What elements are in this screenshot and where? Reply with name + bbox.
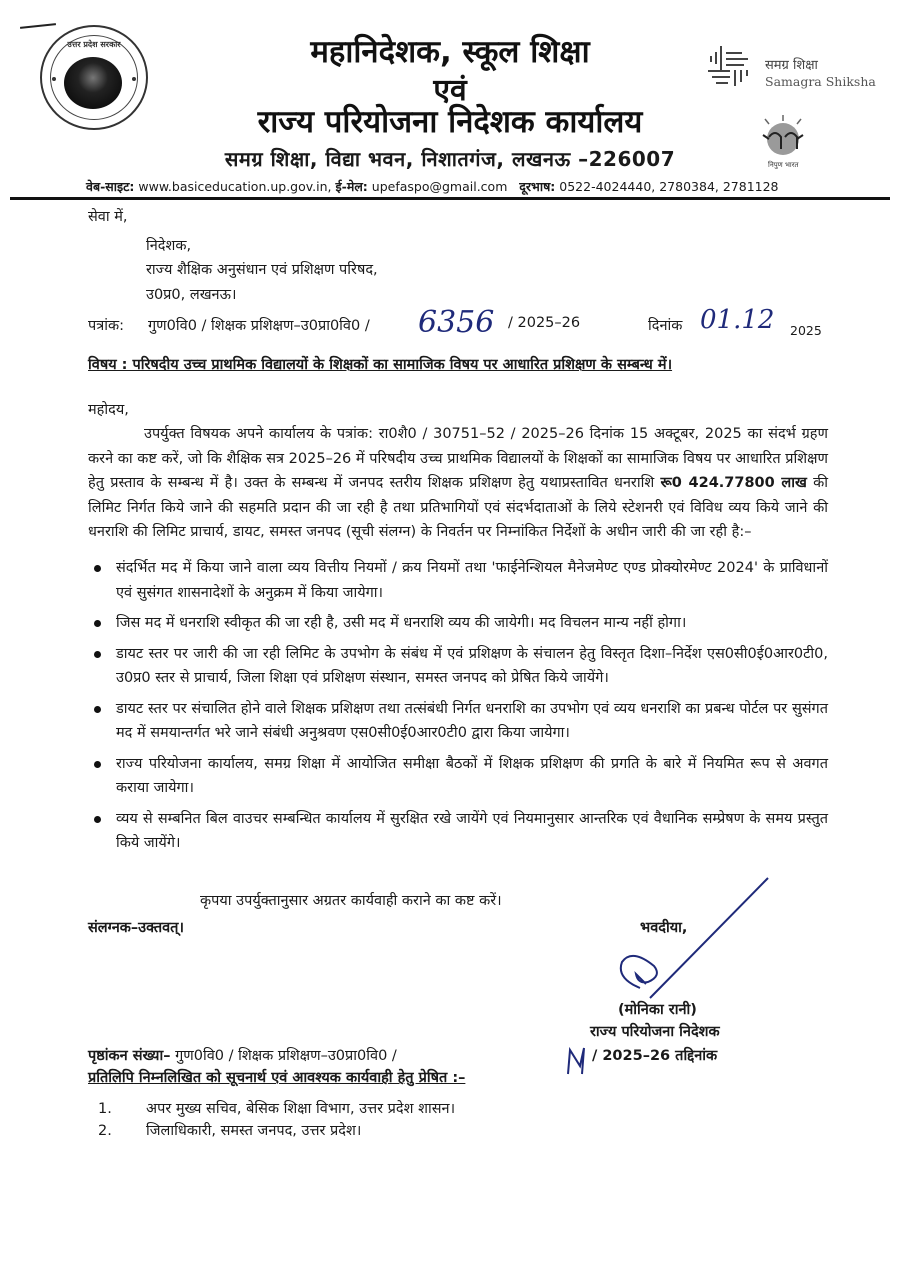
- endorsement-year-date: / 2025–26 तद्दिनांक: [592, 1048, 718, 1064]
- email-label: ई-मेल:: [335, 179, 368, 194]
- recipient-item: 1. अपर मुख्य सचिव, बेसिक शिक्षा विभाग, उत्तर प्रदेश शासन।: [98, 1101, 456, 1117]
- website-link[interactable]: www.basiceducation.up.gov.in,: [138, 179, 332, 194]
- date-handwritten: 01.12: [700, 305, 775, 335]
- phone-numbers: 0522-4024440, 2780384, 2781128: [559, 179, 779, 194]
- bullet-icon: [94, 620, 101, 627]
- bullet-icon: [94, 651, 101, 658]
- recipient-item: 2. जिलाधिकारी, समस्त जनपद, उत्तर प्रदेश।: [98, 1123, 362, 1139]
- office-title-line-1: महानिदेशक, स्कूल शिक्षा: [310, 34, 590, 70]
- reference-label: पत्रांक:: [88, 318, 125, 334]
- endorsement-line: [88, 1044, 397, 1069]
- para-before-amount: उपर्युक्त विषयक अपने कार्यालय के पत्रांक: रा0शै0 / 30751–52 / 2025–26 दिनांक 15 अक्टूबर, 2025 का संदर्भ ग्रहण करने का कष्ट करें, जो कि शैक्षिक सत्र 2025–26 में परिषदीय उच्च प्राथमिक विद्यालयों के शिक्षकों का सामाजिक विषय पर आधारित प्रशिक्षण हेतु प्रस्ताव के सम्बन्ध में है। उक्त के सम्बन्ध में जनपद स्तरीय शिक्षक प्रशिक्षण हेतु यथाप्रस्तावित धनराशि: [88, 426, 828, 491]
- website-label: वेब-साइट:: [86, 179, 135, 194]
- addressee-line-1: निदेशक,: [146, 237, 192, 254]
- copy-to-heading: प्रतिलिपि निम्नलिखित को सूचनार्थ एवं आवश्यक कार्यवाही हेतु प्रेषित :–: [88, 1070, 466, 1086]
- endorsement-label: पृष्ठांकन संख्या–: [88, 1048, 171, 1064]
- copy-recipients-list: [98, 1098, 455, 1142]
- contact-line: [86, 178, 779, 195]
- addressee-block: [88, 205, 378, 307]
- email-link[interactable]: upefaspo@gmail.com: [371, 179, 508, 194]
- signatory-name: (मोनिका रानी): [618, 1002, 697, 1018]
- greeting: महोदय,: [88, 402, 129, 418]
- instruction-item: डायट स्तर पर संचालित होने वाले शिक्षक प्रशिक्षण तथा तत्संबंधी निर्गत धनराशि का उपभोग एवं व्यय धनराशि का प्रबन्ध पोर्टल पर सुसंगत मद में समयान्तर्गत भरे जाने संबंधी अनुश्रवण एस0सी0ई0आर0टी0 द्वारा किया जायेगा।: [88, 697, 828, 746]
- addressee-line-2: राज्य शैक्षिक अनुसंधान एवं प्रशिक्षण परिषद,: [146, 262, 378, 278]
- addressee-salutation: सेवा में,: [88, 209, 128, 225]
- signatory-designation: राज्य परियोजना निदेशक: [590, 1024, 720, 1040]
- instruction-item: व्यय से सम्बनित बिल वाउचर सम्बन्धित कार्यालय में सुरक्षित रखे जायेंगे एवं नियमानुसार आन्तरिक एवं वैधानिक सम्प्रेषण के समय प्रस्तुत किये जायेंगे।: [88, 807, 828, 856]
- reference-code: गुण0वि0 / शिक्षक प्रशिक्षण–उ0प्रा0वि0 /: [148, 318, 370, 334]
- date-year: 2025: [790, 323, 822, 338]
- office-title-line-3: राज्य परियोजना निदेशक कार्यालय: [257, 104, 643, 140]
- samagra-shiksha-english: Samagra Shiksha: [765, 74, 876, 89]
- samagra-shiksha-hindi: समग्र शिक्षा: [765, 58, 818, 73]
- bullet-icon: [94, 706, 101, 713]
- instruction-item: राज्य परियोजना कार्यालय, समग्र शिक्षा में आयोजित समीक्षा बैठकों में शिक्षक प्रशिक्षण की प्रगति के बारे में नियमित रूप से अवगत कराया जायेगा।: [88, 752, 828, 801]
- reference-number-handwritten: 6356: [418, 305, 495, 340]
- office-address: समग्र शिक्षा, विद्या भवन, निशातगंज, लखनऊ –226007: [224, 147, 676, 171]
- up-government-seal-icon: [40, 25, 148, 130]
- samagra-shiksha-logo-icon: [706, 44, 764, 90]
- closing-request: कृपया उपर्युक्तानुसार अग्रतर कार्यवाही कराने का कष्ट करें।: [200, 893, 502, 909]
- reference-row: [88, 305, 828, 345]
- nipun-bharat-text: निपुण भारत: [768, 161, 799, 169]
- endorsement-code: गुण0वि0 / शिक्षक प्रशिक्षण–उ0प्रा0वि0 /: [175, 1048, 397, 1064]
- subject-line: विषय : परिषदीय उच्च प्राथमिक विद्यालयों के शिक्षकों का सामाजिक विषय पर आधारित प्रशिक्षण के सम्बन्ध में।: [88, 357, 673, 373]
- enclosure-note: संलग्नक–उक्तवत्।: [88, 920, 184, 936]
- phone-label: दूरभाष:: [519, 179, 556, 194]
- office-title-line-2: एवं: [433, 73, 467, 108]
- date-label: दिनांक: [648, 318, 683, 334]
- bullet-icon: [94, 565, 101, 572]
- bullet-icon: [94, 761, 101, 768]
- instructions-list: [88, 556, 828, 862]
- instruction-item: जिस मद में धनराशि स्वीकृत की जा रही है, उसी मद में धनराशि व्यय की जायेगी। मद विचलन मान्य नहीं होगा।: [88, 611, 828, 636]
- reference-year: / 2025–26: [508, 315, 581, 331]
- instruction-item: संदर्भित मद में किया जाने वाला व्यय वित्तीय नियमों / क्रय नियमों तथा 'फाईनेन्शियल मैनेजमेण्ट एण्ड प्रोक्योरमेण्ट 2024' के प्राविधानों एवं सुसंगत शासनादेशों के अनुक्रम में किया जायेगा।: [88, 556, 828, 605]
- para-after-amount: की लिमिट निर्गत किये जाने की सहमति प्रदान की जा रही है तथा प्रतिभागियों एवं संदर्भदाताओं के लिये स्टेशनरी एवं विविध व्यय किये जाने की धनराशि की लिमिट प्राचार्य, डायट, समस्त जनपद (सूची संलग्न) के निवर्तन पर निम्नांकित निर्देशों के अधीन जारी की जा रही है:–: [88, 475, 828, 540]
- sanctioned-amount: रू0 424.77800 लाख: [660, 475, 807, 491]
- bullet-icon: [94, 816, 101, 823]
- instruction-item: डायट स्तर पर जारी की जा रही लिमिट के उपभोग के संबंध में एवं प्रशिक्षण के संचालन हेतु विस्तृत दिशा–निर्देश एस0सी0ई0आर0टी0, उ0प्र0 स्तर से प्राचार्य, जिला शिक्षा एवं प्रशिक्षण संस्थान, समस्त जनपद को प्रेषित किये जायेंगे।: [88, 642, 828, 691]
- valediction: भवदीया,: [640, 920, 688, 936]
- seal-text: उत्तर प्रदेश सरकार: [67, 40, 121, 49]
- handwritten-signature-icon: [600, 870, 800, 1010]
- header-divider: [10, 197, 890, 200]
- nipun-bharat-logo-icon: [755, 115, 811, 155]
- handwritten-initial-icon: [562, 1040, 602, 1080]
- body-paragraph: [88, 422, 828, 545]
- pen-stroke: [20, 23, 56, 29]
- addressee-line-3: उ0प्र0, लखनऊ।: [146, 286, 237, 303]
